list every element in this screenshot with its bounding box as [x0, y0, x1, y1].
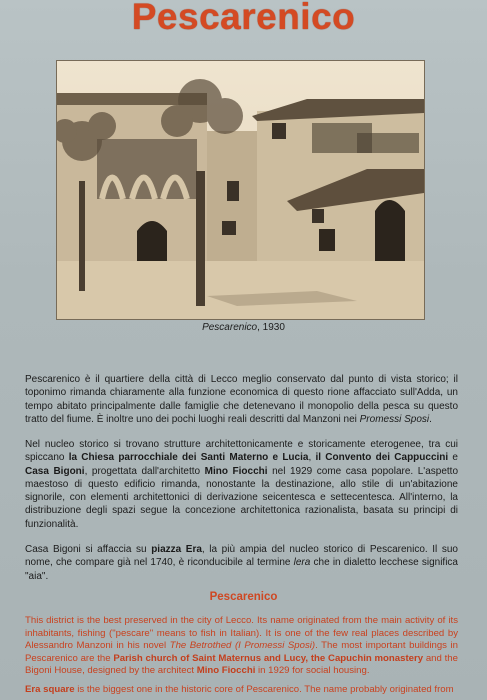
text-run: Promessi Sposi — [359, 413, 430, 425]
english-paragraph-1 — [25, 615, 458, 678]
text-run: The Betrothed (I Promessi Sposi) — [169, 640, 316, 652]
text-run: il Convento dei Cappuccini — [315, 452, 449, 464]
text-run: e — [448, 452, 458, 464]
text-run: and the Bigoni House, designed by the architect — [25, 652, 458, 677]
italian-paragraph-1 — [25, 373, 458, 426]
photo-caption — [0, 322, 487, 333]
text-run: piazza Era — [151, 544, 202, 555]
caption-name: Pescarenico — [202, 322, 258, 333]
historic-photo — [56, 60, 425, 320]
text-run: . The most important buildings in Pescarenico are the — [25, 640, 458, 664]
text-run: Era square — [25, 684, 75, 695]
text-run: la Chiesa parrocchiale dei Santi Materno e Lucia — [68, 452, 309, 464]
text-run: This district is the best preserved in the city of Lecco. Its name originated from the main activity of its inhabitants, fishing ("pescare" means to fish in Italian). It is one of the few real places described by Alessandro Manzoni in his novel — [25, 615, 458, 652]
caption-year: , 1930 — [257, 322, 285, 333]
text-run: Nel nucleo storico si trovano strutture architettonicamente e storicamente eterogenee, tra cui spiccano — [25, 439, 458, 464]
text-run: nel 1929 come casa popolare. L'aspetto maestoso di questo edificio rimanda, nonostante la destinazione, allo stile di un'abitazione signorile, con elementi architettonici di derivazione seicentesca e settecentesca. All'interno, la distribuzione degli spazi segue la concezione architettonica razionalista, basata su principi di funzionalità. — [25, 465, 459, 530]
text-run: Casa Bigoni — [25, 465, 85, 477]
text-run: lera — [293, 557, 311, 569]
text-run: Parish church of Saint Maternus and Lucy, the Capuchin monastery — [113, 652, 424, 664]
text-run: , la più ampia del nucleo storico di Pescarenico. Il suo nome, che compare già nel 1740, è riconducibile al termine — [25, 544, 458, 569]
text-run: Pescarenico è il quartiere della città di Lecco meglio conservato dal punto di vista storico; il toponimo rimanda chiaramente alla funzione economica di questo rione affacciato sull'Adda, un tempo abitato principalmente dalle famiglie che detenevano il monopolio della pesca su questo tratto del fiume. È inoltre uno dei pochi luoghi reali descritti dal Manzoni nei — [25, 374, 458, 425]
page-title: Pescarenico — [131, 0, 356, 37]
photo-illustration — [57, 61, 424, 319]
text-run: che in dialetto lecchese significa "aia". — [25, 557, 458, 582]
text-run: Casa Bigoni si affaccia su — [25, 544, 152, 555]
text-run: Mino Fiocchi — [196, 665, 256, 677]
text-run: in 1929 for social housing. — [255, 665, 370, 677]
text-run: . — [429, 413, 432, 425]
text-run: Mino Fiocchi — [204, 465, 268, 477]
text-run: , progettata dall'architetto — [84, 465, 205, 477]
english-title: Pescarenico — [209, 591, 278, 603]
text-run: , — [308, 452, 316, 464]
italian-paragraph-3 — [25, 543, 458, 583]
italian-paragraph-2 — [25, 438, 458, 531]
english-paragraph-2 — [25, 684, 458, 697]
text-run: is the biggest one in the historic core of Pescarenico. The name probably originated from — [74, 684, 454, 695]
